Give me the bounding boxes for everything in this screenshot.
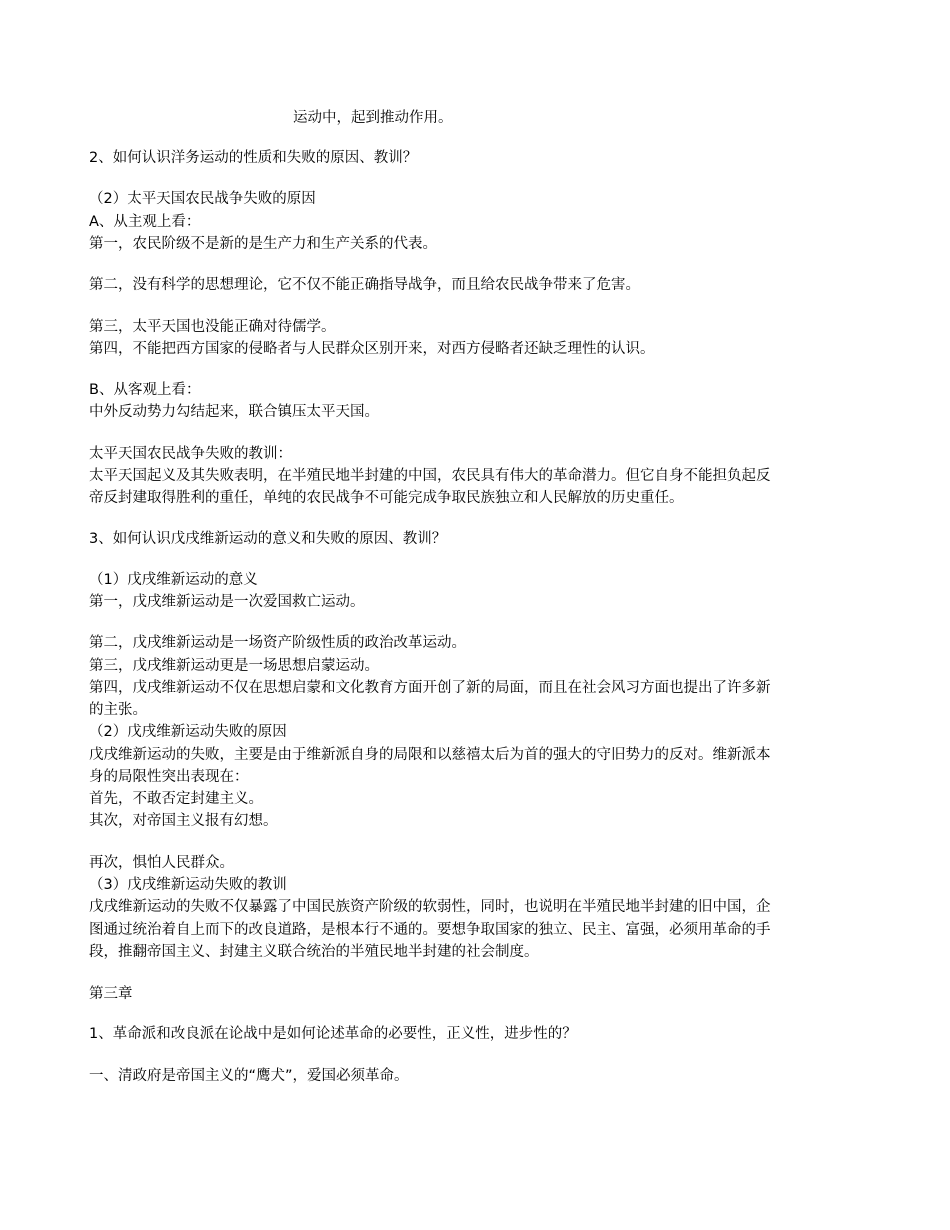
paragraph-line: 戊戌维新运动的失败不仅暴露了中国民族资产阶级的软弱性，同时，也说明在半殖民地半封建的旧中国，企 [89, 899, 771, 915]
paragraph-line: 第三，戊戌维新运动更是一场思想启蒙运动。 [89, 658, 379, 674]
paragraph-line: 第一，戊戌维新运动是一次爱国救亡运动。 [89, 594, 365, 610]
paragraph-line: 中外反动势力勾结起来，联合镇压太平天国。 [89, 404, 379, 420]
paragraph-line: 第四，戊戌维新运动不仅在思想启蒙和文化教育方面开创了新的局面，而且在社会风习方面也提出了许多新 [89, 680, 771, 696]
paragraph-line: 身的局限性突出表现在： [89, 769, 249, 785]
paragraph-line: 运动中，起到推动作用。 [293, 110, 453, 126]
section-heading: 太平天国农民战争失败的教训： [89, 446, 292, 462]
section-heading: （2）太平天国农民战争失败的原因 [89, 191, 316, 207]
paragraph-line: 首先，不敢否定封建主义。 [89, 791, 263, 807]
paragraph-line: 太平天国起义及其失败表明，在半殖民地半封建的中国，农民具有伟大的革命潜力。但它自身不能担负起反 [89, 468, 771, 484]
paragraph-line: 再次，惧怕人民群众。 [89, 855, 234, 871]
question-heading: 1、革命派和改良派在论战中是如何论述革命的必要性，正义性，进步性的？ [89, 1026, 577, 1042]
paragraph-line: 第三，太平天国也没能正确对待儒学。 [89, 319, 336, 335]
paragraph-line: 的主张。 [89, 702, 147, 718]
section-heading: （2）戊戌维新运动失败的原因 [89, 724, 287, 740]
paragraph-line: 戊戌维新运动的失败，主要是由于维新派自身的局限和以慈禧太后为首的强大的守旧势力的反对。维新派本 [89, 747, 771, 763]
paragraph-line: 第四，不能把西方国家的侵略者与人民群众区别开来，对西方侵略者还缺乏理性的认识。 [89, 341, 655, 357]
paragraph-line: 第一，农民阶级不是新的是生产力和生产关系的代表。 [89, 236, 437, 252]
paragraph-line: 第二，戊戌维新运动是一场资产阶级性质的政治改革运动。 [89, 635, 466, 651]
paragraph-line: 第二，没有科学的思想理论，它不仅不能正确指导战争，而且给农民战争带来了危害。 [89, 277, 640, 293]
section-heading: （1）戊戌维新运动的意义 [89, 572, 258, 588]
section-heading: （3）戊戌维新运动失败的教训 [89, 877, 287, 893]
subsection-heading: A、从主观上看： [89, 214, 201, 230]
paragraph-line: 一、清政府是帝国主义的“鹰犬”，爱国必须革命。 [89, 1068, 409, 1084]
question-heading: 3、如何认识戊戌维新运动的意义和失败的原因、教训？ [89, 531, 447, 547]
paragraph-line: 其次，对帝国主义报有幻想。 [89, 813, 278, 829]
paragraph-line: 帝反封建取得胜利的重任，单纯的农民战争不可能完成争取民族独立和人民解放的历史重任。 [89, 490, 684, 506]
question-heading: 2、如何认识洋务运动的性质和失败的原因、教训？ [89, 150, 418, 166]
subsection-heading: B、从客观上看： [89, 382, 201, 398]
paragraph-line: 图通过统治着自上而下的改良道路，是根本行不通的。要想争取国家的独立、民主、富强，必须用革命的手 [89, 922, 771, 938]
paragraph-line: 段，推翻帝国主义、封建主义联合统治的半殖民地半封建的社会制度。 [89, 944, 539, 960]
chapter-heading: 第三章 [89, 986, 133, 1002]
